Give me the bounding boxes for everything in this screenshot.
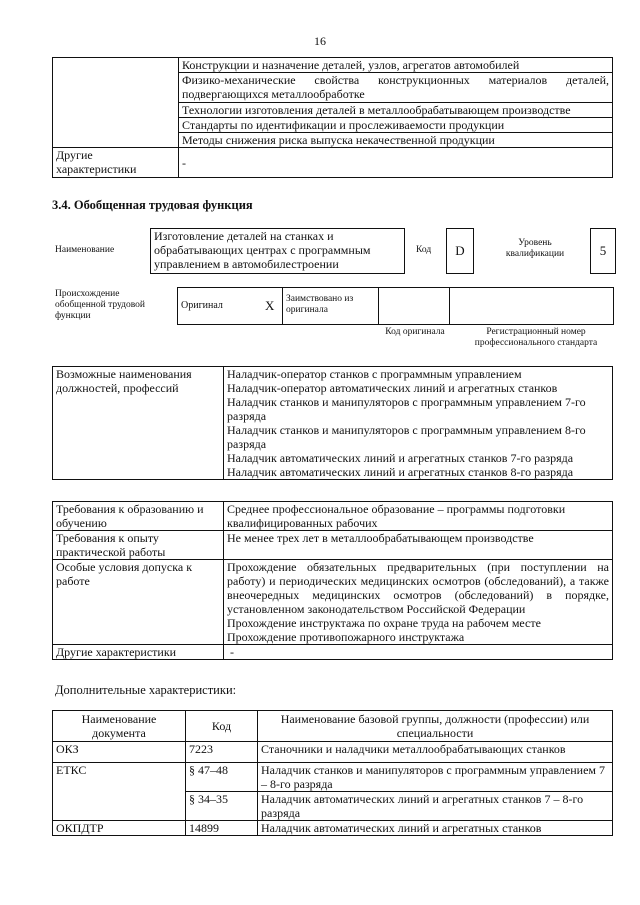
code-cell: 14899 <box>186 821 258 836</box>
origin-table <box>177 287 614 325</box>
position-item: Наладчик-оператор станков с программным управлением <box>227 367 522 381</box>
doc-cell: ОКПДТР <box>53 821 186 836</box>
special-conditions-label: Особые условия допуска к работе <box>53 560 224 645</box>
name-cell: Станочники и наладчики металлообрабатывающих станков <box>258 742 613 763</box>
table-row <box>53 763 613 792</box>
name-label: Наименование <box>55 245 115 255</box>
section-title: 3.4. Обобщенная трудовая функция <box>52 198 253 212</box>
experience-label: Требования к опыту практической работы <box>53 531 224 560</box>
education-value: Среднее профессиональное образование – программы подготовки квалифицированных рабочих <box>224 502 613 531</box>
code-value: D <box>455 243 465 258</box>
table-row <box>53 821 613 836</box>
level-label: Уровень квалификации <box>505 238 565 259</box>
level-box <box>590 228 616 274</box>
positions-label: Возможные наименования должностей, профессий <box>53 367 224 480</box>
code-cell: § 34–35 <box>186 792 258 821</box>
registration-number-cell <box>450 288 614 325</box>
knowledge-table <box>52 57 613 178</box>
level-value: 5 <box>599 243 607 258</box>
requirements-other-value: - <box>224 645 613 660</box>
code-caption: Код оригинала <box>385 327 445 337</box>
other-characteristics-value: - <box>179 148 613 178</box>
page-number: 16 <box>314 34 326 48</box>
special-condition: Прохождение инструктажа по охране труда на рабочем месте <box>227 616 541 630</box>
requirements-table <box>52 501 613 660</box>
additional-header-code: Код <box>186 711 258 742</box>
knowledge-item: Методы снижения риска выпуска некачественной продукции <box>179 133 613 148</box>
position-item: Наладчик станков и манипуляторов с программным управлением 7-го разряда <box>227 395 586 423</box>
function-name-box <box>150 228 405 274</box>
name-cell: Наладчик автоматических линий и агрегатных станков 7 – 8-го разряда <box>258 792 613 821</box>
knowledge-item: Физико-механические свойства конструкционных материалов деталей, подвергающихся металлообработке <box>179 73 613 103</box>
table-row <box>53 742 613 763</box>
original-mark: X <box>258 288 283 325</box>
education-label: Требования к образованию и обучению <box>53 502 224 531</box>
code-cell: 7223 <box>186 742 258 763</box>
other-characteristics-label: Другие характеристики <box>53 148 179 178</box>
code-cell: § 47–48 <box>186 763 258 792</box>
code-label: Код <box>416 245 432 255</box>
position-item: Наладчик автоматических линий и агрегатных станков 7-го разряда <box>227 451 574 465</box>
doc-cell: ЕТКС <box>53 763 186 821</box>
special-condition: Прохождение обязательных предварительных (при поступлении на работу) и периодических медицинских осмотров (обследований), а также внеочередных медицинских осмотров (обследований) в порядке, установленном законодательством Российской Федерации <box>227 560 609 616</box>
knowledge-item: Конструкции и назначение деталей, узлов, агрегатов автомобилей <box>179 58 613 73</box>
code-box <box>446 228 474 274</box>
original-code-cell <box>379 288 450 325</box>
requirements-other-label: Другие характеристики <box>53 645 224 660</box>
origin-label: Происхождение обобщенной трудовой функции <box>55 289 145 321</box>
position-item: Наладчик автоматических линий и агрегатных станков 8-го разряда <box>227 465 574 479</box>
registration-caption: Регистрационный номер профессионального стандарта <box>474 327 598 348</box>
special-condition: Прохождение противопожарного инструктажа <box>227 630 465 644</box>
knowledge-item: Технологии изготовления деталей в металлообрабатывающем производстве <box>179 103 613 118</box>
positions-table <box>52 366 613 480</box>
name-cell: Наладчик станков и манипуляторов с программным управлением 7 – 8-го разряда <box>258 763 613 792</box>
additional-header-name: Наименование базовой группы, должности (профессии) или специальности <box>258 711 613 742</box>
additional-header-doc: Наименование документа <box>53 711 186 742</box>
borrowed-label: Заимствовано из оригинала <box>283 288 379 325</box>
position-item: Наладчик станков и манипуляторов с программным управлением 8-го разряда <box>227 423 586 451</box>
original-label: Оригинал <box>178 288 258 325</box>
experience-value: Не менее трех лет в металлообрабатывающем производстве <box>224 531 613 560</box>
position-item: Наладчик-оператор автоматических линий и агрегатных станков <box>227 381 558 395</box>
name-cell: Наладчик автоматических линий и агрегатных станков <box>258 821 613 836</box>
doc-cell: ОКЗ <box>53 742 186 763</box>
knowledge-item: Стандарты по идентификации и прослеживаемости продукции <box>179 118 613 133</box>
additional-table <box>52 710 613 836</box>
additional-title: Дополнительные характеристики: <box>55 683 237 697</box>
function-name: Изготовление деталей на станках и обрабатывающих центрах с программным управлением в автомобилестроении <box>154 229 371 271</box>
